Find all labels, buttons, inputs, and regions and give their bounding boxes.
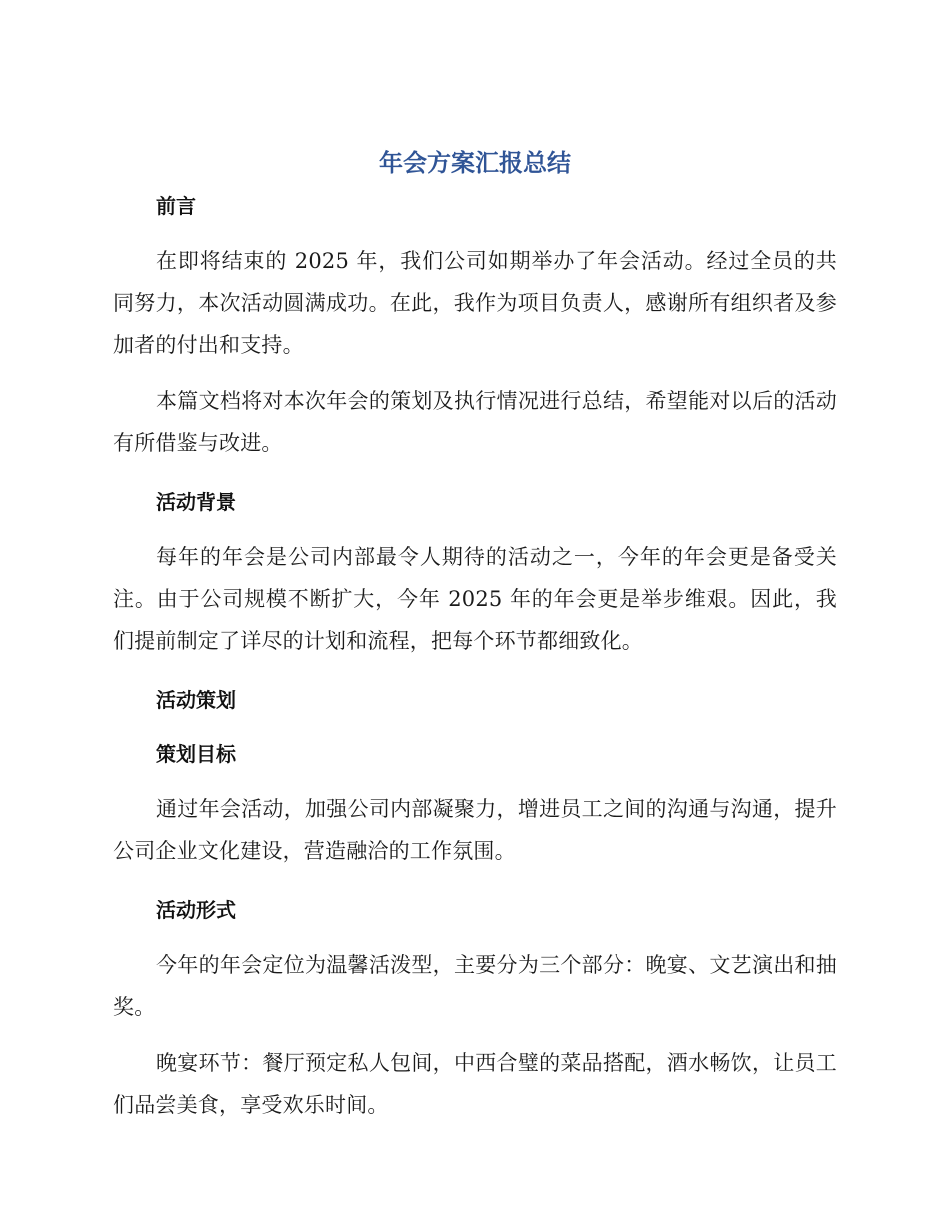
- spacer: [113, 930, 837, 944]
- spacer: [113, 366, 837, 380]
- paragraph-format: 今年的年会定位为温馨活泼型，主要分为三个部分：晚宴、文艺演出和抽奖。: [113, 953, 837, 1019]
- heading-goal: 策划目标: [156, 742, 236, 766]
- spacer: [113, 774, 837, 788]
- spacer: [113, 1028, 837, 1042]
- heading-format: 活动形式: [156, 898, 236, 922]
- paragraph-preface-2: 本篇文档将对本次年会的策划及执行情况进行总结，希望能对以后的活动有所借鉴与改进。: [113, 389, 837, 455]
- paragraph-preface-1: 在即将结束的 2025 年，我们公司如期举办了年会活动。经过全员的共同努力，本次活动圆满成功。在此，我作为项目负责人，感谢所有组织者及参加者的付出和支持。: [113, 249, 837, 357]
- spacer: [113, 872, 837, 890]
- heading-preface: 前言: [156, 194, 196, 218]
- document-title: 年会方案汇报总结: [379, 149, 571, 177]
- paragraph-dinner: 晚宴环节：餐厅预定私人包间，中西合璧的菜品搭配，酒水畅饮，让员工们品尝美食，享受欢乐时间。: [113, 1051, 837, 1117]
- heading-planning: 活动策划: [156, 688, 236, 712]
- paragraph-goal: 通过年会活动，加强公司内部凝聚力，增进员工之间的沟通与沟通，提升公司企业文化建设，营造融洽的工作氛围。: [113, 797, 837, 863]
- spacer: [113, 720, 837, 734]
- document-page: [113, 140, 837, 1126]
- spacer: [113, 464, 837, 482]
- spacer: [113, 522, 837, 536]
- paragraph-background: 每年的年会是公司内部最令人期待的活动之一，今年的年会更是备受关注。由于公司规模不断扩大，今年 2025 年的年会更是举步维艰。因此，我们提前制定了详尽的计划和流程，把每个环节都细致化。: [113, 545, 837, 653]
- heading-background: 活动背景: [156, 490, 236, 514]
- spacer: [113, 662, 837, 680]
- spacer: [113, 226, 837, 240]
